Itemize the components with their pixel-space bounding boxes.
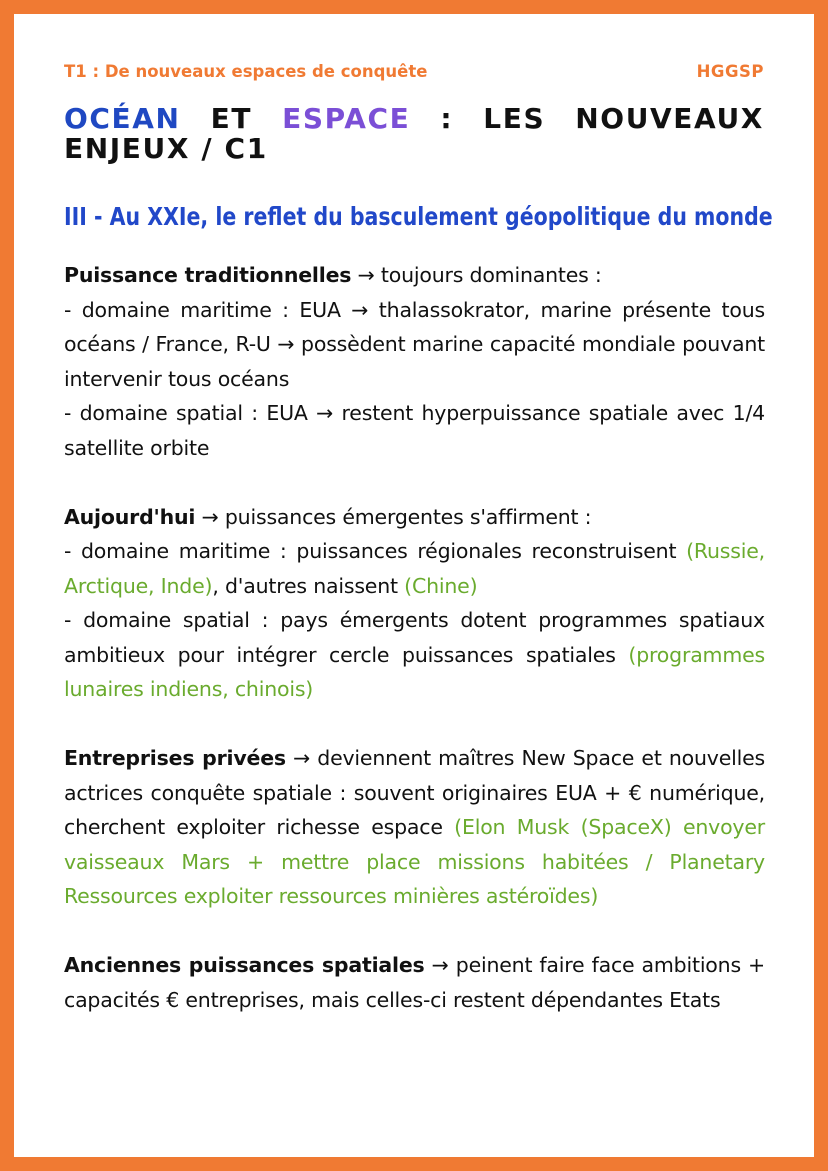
paragraph-lead: Entreprises privées — [64, 746, 286, 770]
page-title — [64, 104, 764, 164]
example-text: (Russie, Arctique, Inde) — [64, 539, 765, 598]
paragraph-line: - domaine maritime : EUA → thalassokrator, marine présente tous océans / France, R-U → possèdent marine capacité mondiale pouvant intervenir tous océans — [64, 297, 765, 391]
paragraph-private-companies — [64, 741, 765, 914]
subject-label: HGGSP — [696, 62, 764, 81]
paragraph-text: → peinent faire face ambitions + capacités € entreprises, mais celles-ci restent dépendantes Etats — [64, 953, 766, 1012]
paragraph-lead: Puissance traditionnelles — [64, 263, 352, 287]
title-espace: ESPACE — [282, 102, 411, 135]
paragraph-text: → deviennent maîtres New Space et nouvelles actrices conquête spatiale : souvent originaires EUA + € numérique, cherchent exploiter richesse espace — [64, 746, 765, 839]
paragraph-lead: Anciennes puissances spatiales — [64, 953, 425, 977]
paragraph-traditional-powers — [64, 258, 765, 465]
title-rest: : LES NOUVEAUX ENJEUX / C1 — [64, 102, 764, 165]
title-et: ET — [210, 102, 253, 135]
example-text: (programmes lunaires indiens, chinois) — [64, 642, 765, 701]
paragraph-intro: → puissances émergentes s'affirment : — [195, 504, 592, 529]
notes-body — [64, 258, 765, 1052]
title-ocean: OCÉAN — [64, 102, 181, 135]
chapter-label: T1 : De nouveaux espaces de conquête — [64, 62, 428, 81]
page-sheet — [14, 14, 814, 1157]
paragraph-old-space-powers — [64, 948, 765, 1017]
section-heading: III - Au XXIe, le reflet du basculement géopolitique du monde — [64, 202, 773, 231]
example-text: (Elon Musk (SpaceX) envoyer vaisseaux Mars + mettre place missions habitées / Planetary Ressources exploiter ressources minières astéroïdes) — [64, 815, 765, 908]
paragraph-line: - domaine spatial : pays émergents dotent programmes spatiaux ambitieux pour intégrer cercle puissances spatiales — [64, 608, 765, 667]
paragraph-emerging-powers — [64, 500, 765, 707]
paragraph-line: , d'autres naissent — [212, 573, 405, 598]
paragraph-line: - domaine maritime : puissances régionales reconstruisent — [64, 539, 687, 563]
paragraph-line: - domaine spatial : EUA → restent hyperpuissance spatiale avec 1/4 satellite orbite — [64, 401, 765, 460]
example-text: (Chine) — [404, 573, 478, 598]
paragraph-lead: Aujourd'hui — [64, 504, 196, 529]
page-header — [64, 62, 764, 82]
paragraph-intro: → toujours dominantes : — [351, 263, 602, 287]
